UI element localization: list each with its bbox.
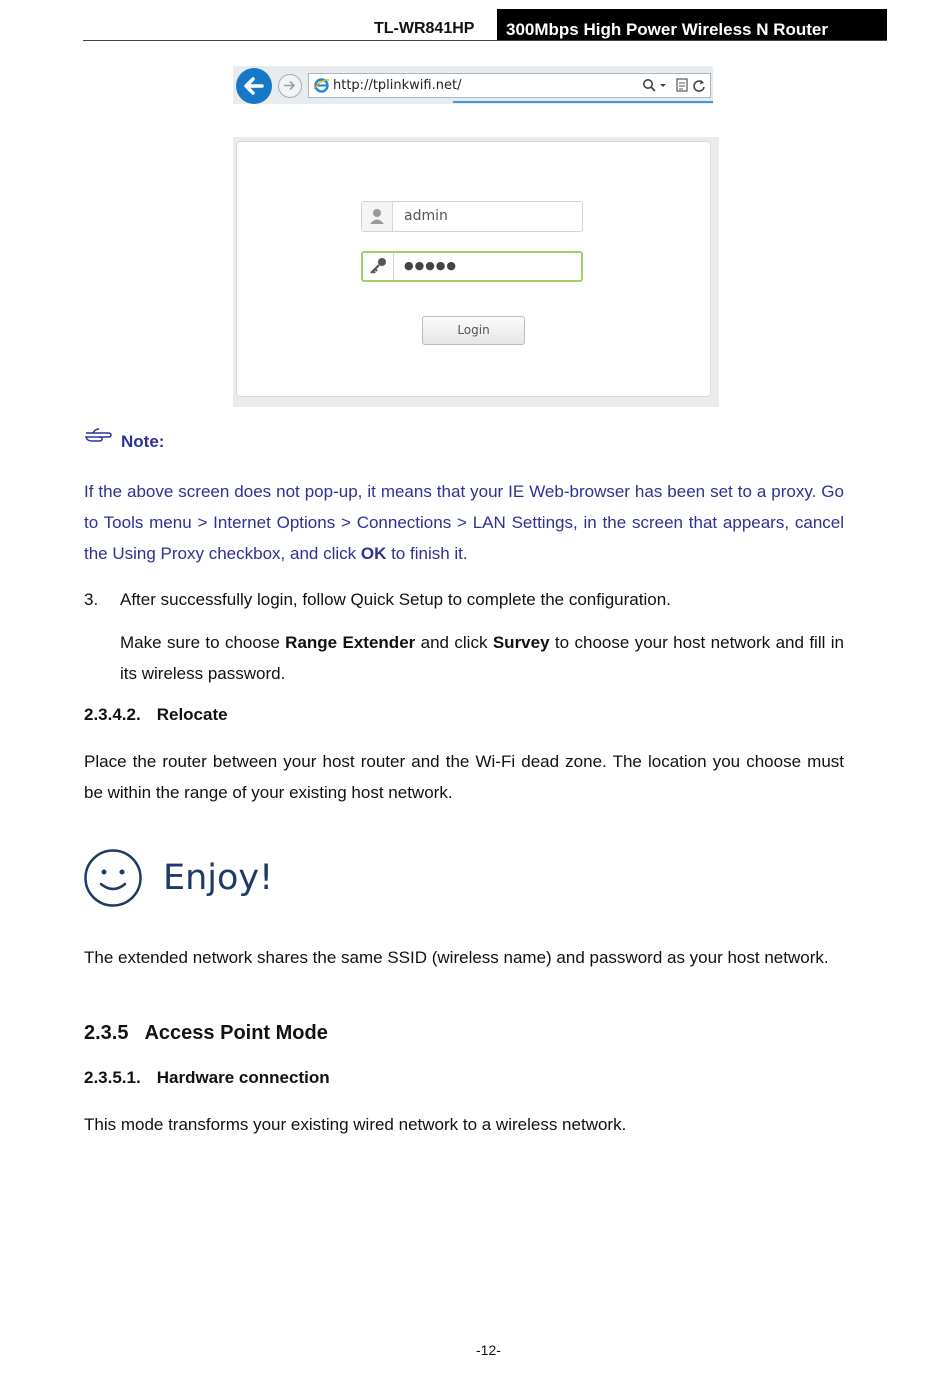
hardware-title: Hardware connection — [156, 1068, 330, 1087]
step-sub-part: to choose your host network and fill in its wireless password. — [120, 633, 844, 683]
relocate-number: 2.3.4.2. — [84, 705, 141, 724]
enjoy-label: Enjoy! — [163, 858, 274, 898]
hardware-heading — [84, 1068, 330, 1088]
step-sub-part: and click — [415, 633, 493, 652]
section-number: 2.3.5 — [84, 1022, 129, 1044]
password-icon-cell — [363, 253, 394, 280]
page-number: -12- — [476, 1342, 501, 1358]
compat-view-icon[interactable] — [676, 78, 689, 93]
step-text: After successfully login, follow Quick Setup to complete the configuration. — [120, 590, 671, 609]
username-field[interactable] — [361, 201, 583, 232]
header-model: TL-WR841HP — [374, 20, 475, 37]
section-heading — [84, 1022, 328, 1045]
relocate-title: Relocate — [156, 705, 228, 724]
header-title: 300Mbps High Power Wireless N Router — [506, 20, 828, 39]
forward-arrow-icon — [279, 75, 300, 96]
login-button[interactable]: Login — [422, 316, 525, 345]
note-text-end: to finish it. — [386, 544, 468, 563]
username-value: admin — [404, 208, 448, 224]
note-text-main: If the above screen does not pop-up, it means that your IE Web-browser has been set to a proxy. Go to Tools menu > Internet Options > Connections > LAN Settings, in the screen that appears, cancel the Using Proxy checkbox, and click — [84, 482, 844, 563]
section-title: Access Point Mode — [144, 1022, 328, 1044]
back-button[interactable] — [236, 68, 272, 104]
step-subtext — [120, 627, 844, 689]
password-field[interactable] — [361, 251, 583, 282]
user-icon — [362, 202, 392, 231]
mode-text: This mode transforms your existing wired network to a wireless network. — [84, 1115, 627, 1134]
address-bar-underline — [453, 101, 713, 103]
note-label: Note: — [121, 432, 165, 451]
smiley-icon — [83, 848, 143, 908]
username-icon-cell — [362, 202, 393, 231]
ie-logo-icon — [313, 77, 330, 94]
pointing-hand-icon — [84, 427, 112, 445]
note-ok: OK — [360, 544, 387, 563]
password-value: ●●●●● — [404, 259, 457, 272]
survey-term: Survey — [492, 633, 550, 652]
search-icon[interactable] — [642, 78, 668, 94]
key-icon — [363, 253, 393, 280]
back-arrow-icon — [236, 68, 272, 104]
range-extender-term: Range Extender — [285, 633, 416, 652]
header-rule — [83, 40, 887, 41]
step-number: 3. — [84, 590, 99, 609]
address-url: http://tplinkwifi.net/ — [333, 78, 462, 93]
note-text — [84, 476, 844, 569]
hardware-number: 2.3.5.1. — [84, 1068, 141, 1087]
extended-network-text: The extended network shares the same SSID (wireless name) and password as your host network. — [84, 948, 829, 967]
forward-button[interactable] — [278, 74, 302, 98]
relocate-heading — [84, 705, 228, 725]
relocate-text: Place the router between your host router and the Wi-Fi dead zone. The location you choose must be within the range of your existing host network. — [84, 752, 844, 802]
refresh-icon[interactable] — [692, 78, 706, 93]
step-sub-part: Make sure to choose — [120, 633, 286, 652]
